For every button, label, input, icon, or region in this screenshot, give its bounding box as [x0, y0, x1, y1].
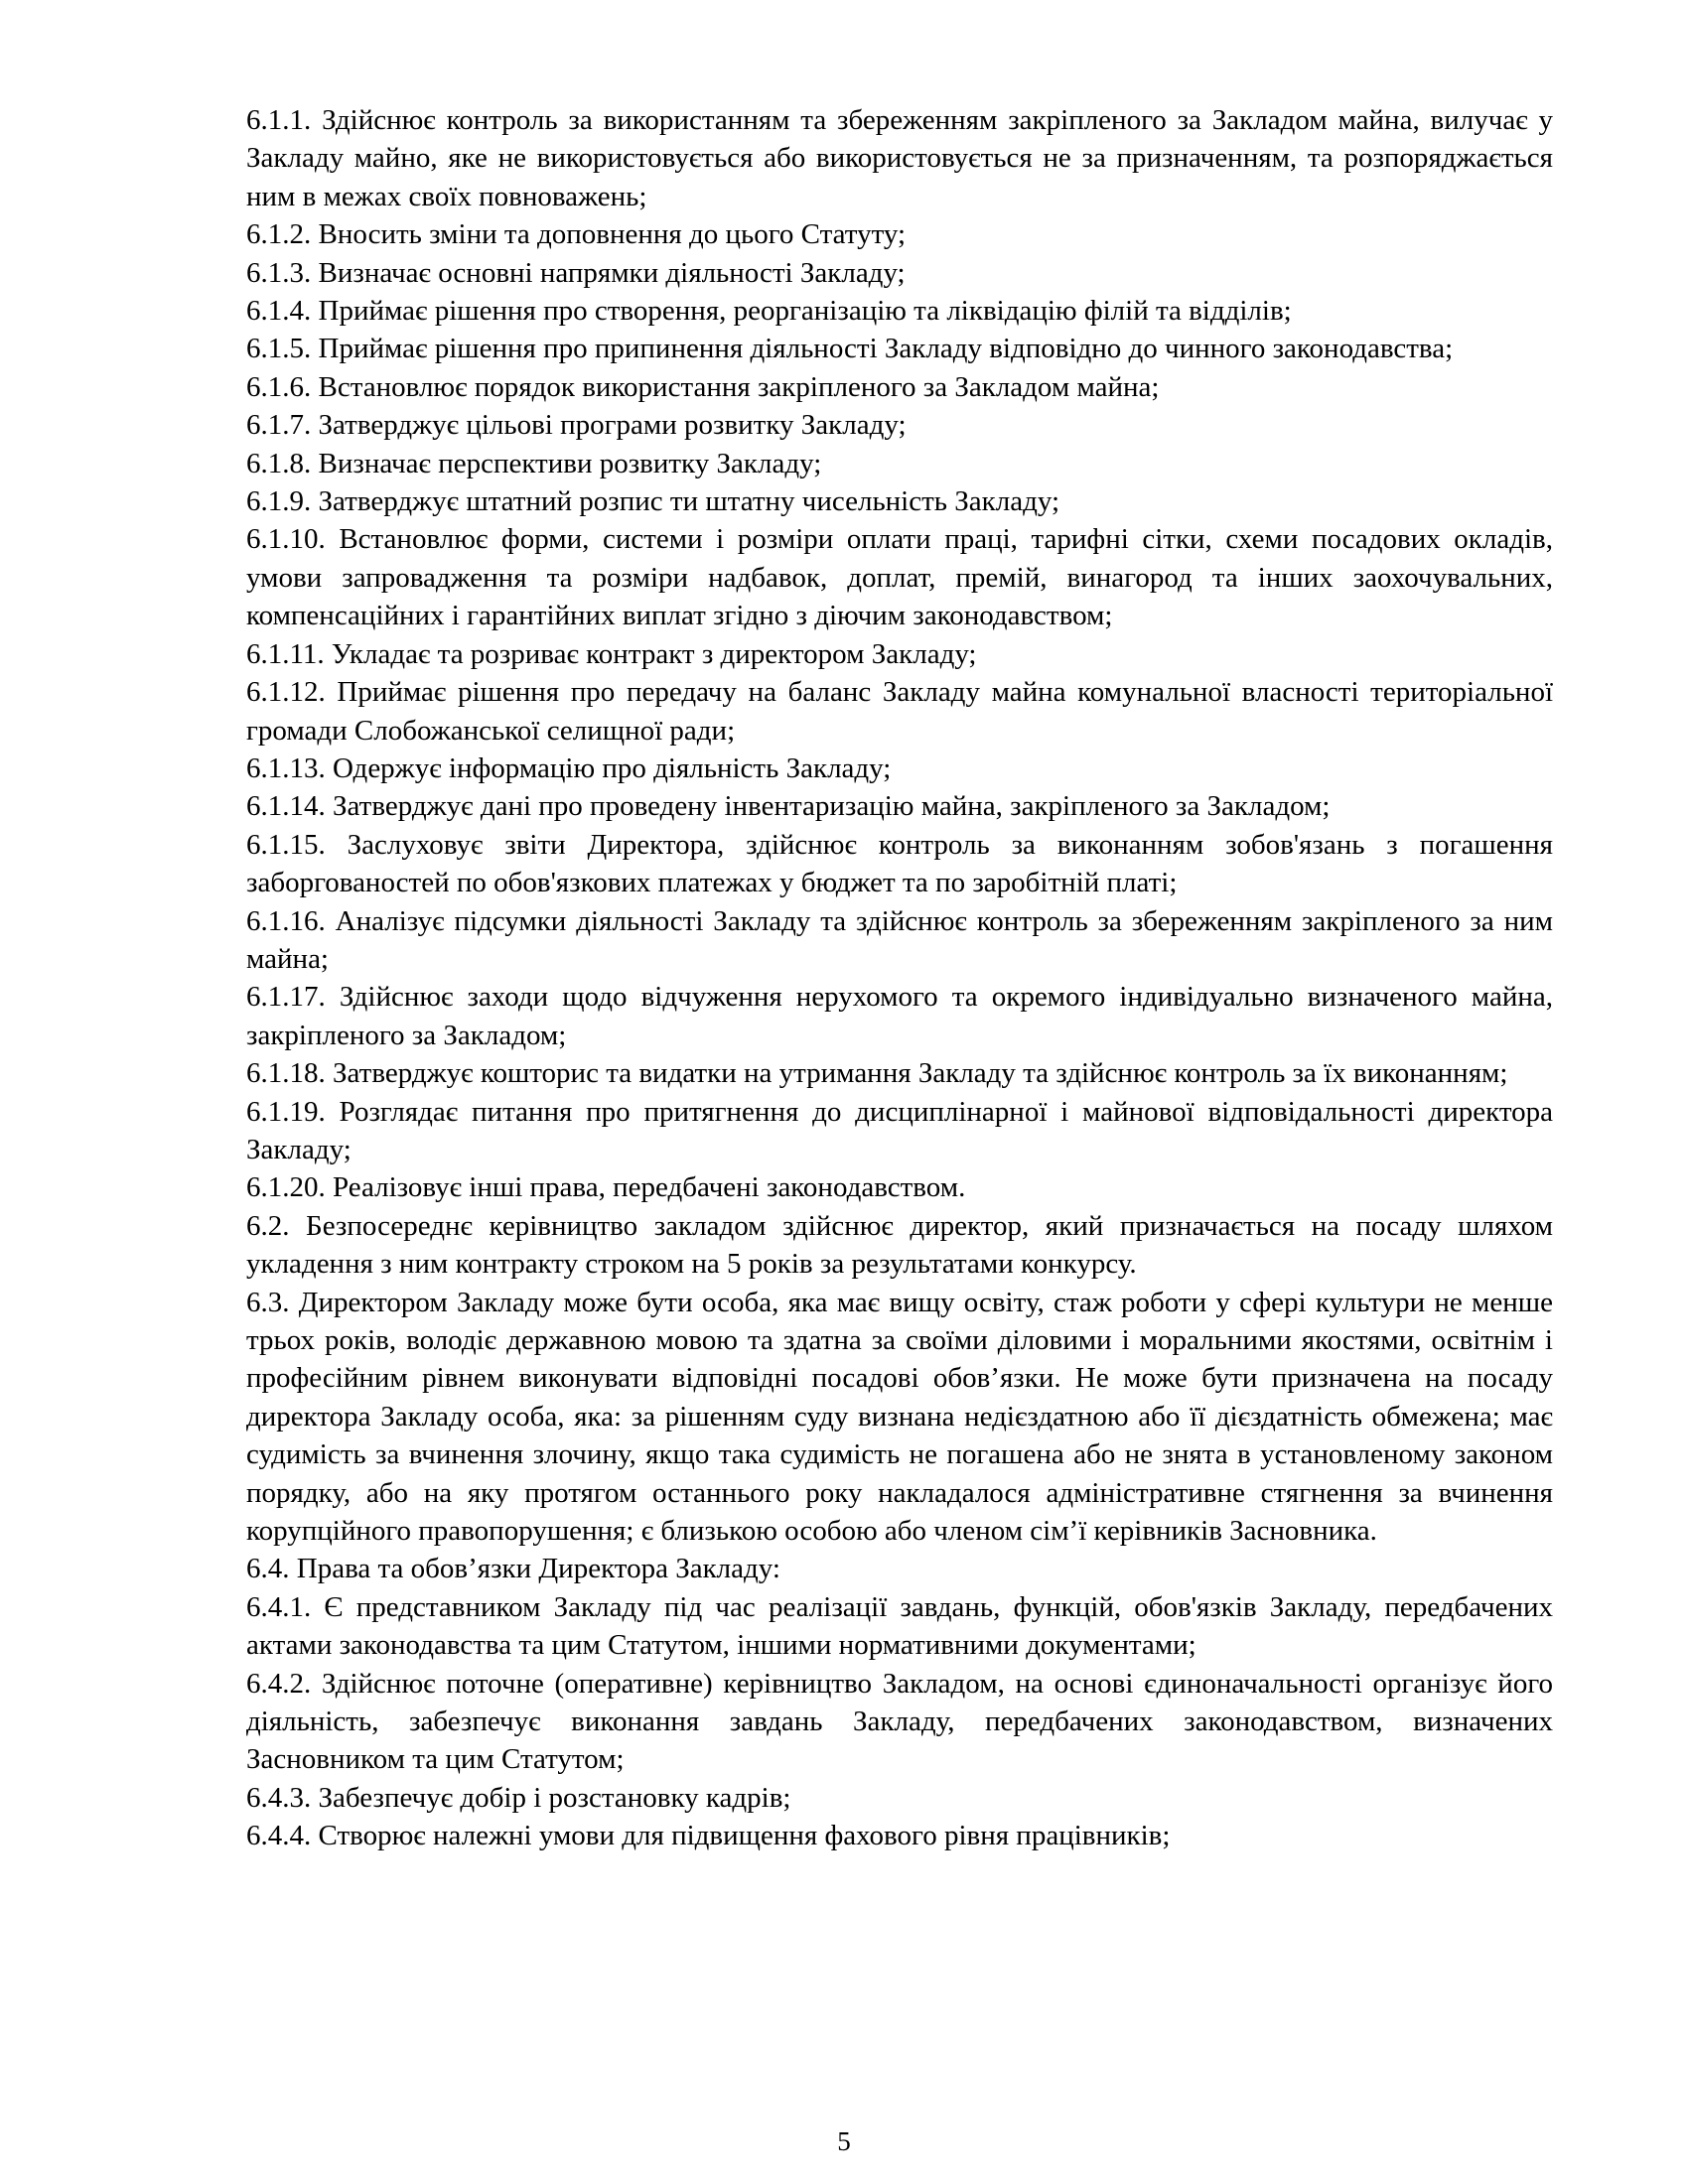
paragraph-6-3: 6.3. Директором Закладу може бути особа, яка має вищу освіту, стаж роботи у сфері культури не менше трьох років, володіє державною мовою та здатна за своїми діловими і моральними якостями, освітнім і професійним рівнем виконувати відповідні посадові обов’язки. Не може бути призначена на посаду директора Закладу особа, яка: за рішенням суду визнана недієздатною або її дієздатність обмежена; має судимість за вчинення злочину, якщо така судимість не погашена або не знята в установленому законом порядку, або на яку протягом останнього року накладалося адміністративне стягнення за вчинення корупційного правопорушення; є близькою особою або членом сім’ї керівників Засновника. [246, 1286, 1553, 1548]
paragraph-6-1-12: 6.1.12. Приймає рішення про передачу на баланс Закладу майна комунальної власності територіальної громади Слобожанської селищної ради; [246, 676, 1553, 747]
paragraph-6-1-3: 6.1.3. Визначає основні напрямки діяльності Закладу; [246, 256, 906, 289]
page-number: 5 [837, 2126, 851, 2156]
paragraph-6-2: 6.2. Безпосереднє керівництво закладом здійснює директор, який призначається на посаду шляхом укладення з ним контракту строком на 5 років за результатами конкурсу. [246, 1209, 1553, 1281]
paragraph-6-1-10: 6.1.10. Встановлює форми, системи і розміри оплати праці, тарифні сітки, схеми посадових окладів, умови запровадження та розміри надбавок, доплат, премій, винагород та інших заохочувальних, компенсаційних і гарантійних виплат згідно з діючим законодавством; [246, 523, 1553, 632]
paragraph-6-1-19: 6.1.19. Розглядає питання про притягнення до дисциплінарної і майнової відповідальності директора Закладу; [246, 1095, 1553, 1165]
paragraph-6-1-9: 6.1.9. Затверджує штатний розпис ти штатну чисельність Закладу; [246, 485, 1060, 518]
paragraph-6-4-4: 6.4.4. Створює належні умови для підвищення фахового рівня працівників; [246, 1820, 1171, 1852]
paragraph-6-1-11: 6.1.11. Укладає та розриває контракт з директором Закладу; [246, 637, 977, 670]
paragraph-6-1-2: 6.1.2. Вносить зміни та доповнення до цього Статуту; [246, 218, 907, 251]
paragraph-6-1-20: 6.1.20. Реалізовує інші права, передбачені законодавством. [246, 1171, 966, 1204]
paragraph-6-1-6: 6.1.6. Встановлює порядок використання закріпленого за Закладом майна; [246, 370, 1160, 403]
paragraph-6-1-16: 6.1.16. Аналізує підсумки діяльності Закладу та здійснює контроль за збереженням закріпленого за ним майна; [246, 904, 1553, 975]
paragraph-6-1-15: 6.1.15. Заслуховує звіти Директора, здійснює контроль за виконанням зобов'язань з погашення заборгованостей по обов'язкових платежах у бюджет та по заробітній платі; [246, 828, 1553, 899]
paragraph-6-1-14: 6.1.14. Затверджує дані про проведену інвентаризацію майна, закріпленого за Закладом; [246, 790, 1331, 823]
paragraph-6-1-1: 6.1.1. Здійснює контроль за використанням та збереженням закріпленого за Закладом майна, вилучає у Закладу майно, яке не використовується або використовується не за призначенням, та розпоряджається ним в межах своїх повноважень; [246, 104, 1553, 212]
paragraph-6-4-1: 6.4.1. Є представником Закладу під час реалізації завдань, функцій, обов'язків Закладу, передбачених актами законодавства та цим Статутом, іншими нормативними документами; [246, 1590, 1553, 1662]
paragraph-6-1-8: 6.1.8. Визначає перспективи розвитку Закладу; [246, 447, 822, 479]
paragraph-6-1-13: 6.1.13. Одержує інформацію про діяльність Закладу; [246, 751, 892, 784]
paragraph-6-1-17: 6.1.17. Здійснює заходи щодо відчуження нерухомого та окремого індивідуально визначеного майна, закріпленого за Закладом; [246, 981, 1553, 1051]
paragraph-6-1-7: 6.1.7. Затверджує цільові програми розвитку Закладу; [246, 409, 907, 442]
paragraph-6-4-3: 6.4.3. Забезпечує добір і розстановку кадрів; [246, 1781, 791, 1814]
paragraph-6-1-5: 6.1.5. Приймає рішення про припинення діяльності Закладу відповідно до чинного законодавства; [246, 333, 1454, 365]
paragraph-6-4: 6.4. Права та обов’язки Директора Закладу: [246, 1553, 780, 1585]
paragraph-6-4-2: 6.4.2. Здійснює поточне (оперативне) керівництво Закладом, на основі єдиноначальності організує його діяльність, забезпечує виконання завдань Закладу, передбачених законодавством, визначених Засновником та цим Статутом; [246, 1667, 1553, 1776]
paragraph-6-1-18: 6.1.18. Затверджує кошторис та видатки на утримання Закладу та здійснює контроль за їх виконанням; [246, 1057, 1508, 1090]
document-body [246, 101, 1553, 1855]
paragraph-6-1-4: 6.1.4. Приймає рішення про створення, реорганізацію та ліквідацію філій та відділів; [246, 295, 1292, 328]
